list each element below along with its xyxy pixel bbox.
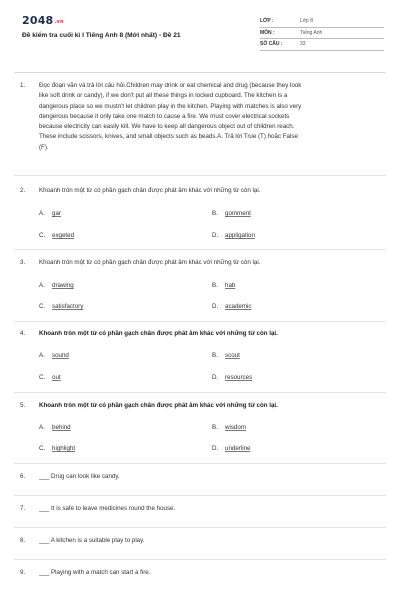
meta-value: Lớp 8 xyxy=(300,18,314,25)
question-divider xyxy=(14,392,386,393)
option-c[interactable] xyxy=(39,302,83,312)
option-label: C. xyxy=(39,374,46,381)
option-d[interactable] xyxy=(212,444,250,454)
option-text: out xyxy=(52,374,61,381)
question-text[interactable]: ___ A kitchen is a suitable play to play. xyxy=(39,537,145,544)
question-4 xyxy=(20,329,380,389)
option-d[interactable] xyxy=(212,302,251,312)
question-text: Khoanh tròn một từ có phần gạch chân được phát âm khác với những từ còn lại. xyxy=(39,187,261,194)
question-number: 2. xyxy=(20,187,26,194)
logo-suffix: .vn xyxy=(54,19,64,25)
meta-row-count xyxy=(260,39,384,51)
question-9 xyxy=(20,568,380,580)
exam-meta-table xyxy=(260,16,384,51)
option-text: scout xyxy=(225,352,240,359)
option-b[interactable] xyxy=(212,423,246,433)
option-text: academic xyxy=(225,303,252,310)
option-label: D. xyxy=(212,445,219,452)
option-text: appligation xyxy=(225,232,255,239)
question-text[interactable]: ___ Drug can look like candy. xyxy=(39,473,120,480)
option-label: C. xyxy=(39,232,46,239)
meta-key: SỐ CÂU : xyxy=(260,41,283,48)
passage-line: (F). xyxy=(39,143,49,151)
meta-row-class xyxy=(260,16,384,28)
passage-line: dangerous place so we mustn't let children play in the kitchen. Playing with matches is also very xyxy=(39,102,302,110)
meta-value: 33 xyxy=(300,41,306,48)
option-d[interactable] xyxy=(212,231,255,241)
option-a[interactable] xyxy=(39,351,69,361)
reading-passage xyxy=(39,81,378,153)
option-text: exgeted xyxy=(52,232,75,239)
page-header xyxy=(14,12,386,64)
option-b[interactable] xyxy=(212,209,251,219)
question-number: 3. xyxy=(20,259,26,266)
passage-line: dengerous because it only take one match to cause a fire. We must cover electrical sockets xyxy=(39,112,290,120)
question-text: Khoanh tròn một từ có phần gạch chân được phát âm khác với những từ còn lại. xyxy=(39,330,278,337)
option-label: A. xyxy=(39,282,45,289)
option-text: drawing xyxy=(52,282,74,289)
option-c[interactable] xyxy=(39,231,74,241)
option-label: B. xyxy=(212,210,218,217)
option-c[interactable] xyxy=(39,444,75,454)
question-number: 6. xyxy=(20,473,26,480)
option-text: satisfactory xyxy=(52,303,84,310)
question-number: 5. xyxy=(20,402,26,409)
option-label: A. xyxy=(39,210,45,217)
option-text: wisdom xyxy=(225,424,246,431)
question-7 xyxy=(20,504,380,516)
question-number: 8. xyxy=(20,537,26,544)
option-text: resources xyxy=(225,374,253,381)
option-text: highlight xyxy=(52,445,76,452)
meta-row-subject xyxy=(260,28,384,40)
option-label: B. xyxy=(212,352,218,359)
question-divider xyxy=(14,495,386,496)
option-text: gomment xyxy=(225,210,251,217)
question-text: Khoanh tròn một từ có phần gạch chân được phát âm khác với những từ còn lại. xyxy=(39,402,278,409)
question-text: Khoanh tròn một từ có phần gạch chân được phát âm khác với những từ còn lại. xyxy=(39,259,261,266)
option-label: C. xyxy=(39,445,46,452)
question-2 xyxy=(20,186,380,246)
option-label: B. xyxy=(212,282,218,289)
meta-key: LỚP : xyxy=(260,18,274,25)
question-divider xyxy=(14,249,386,250)
meta-value: Tiếng Anh xyxy=(300,29,323,36)
question-divider xyxy=(14,463,386,464)
option-text: gar xyxy=(52,210,61,217)
question-divider xyxy=(14,321,386,322)
option-label: C. xyxy=(39,303,46,310)
option-text: behind xyxy=(52,424,71,431)
question-8 xyxy=(20,536,380,548)
question-text[interactable]: ___ Playing with a match can start a fire. xyxy=(39,569,151,576)
option-label: D. xyxy=(212,303,219,310)
question-divider xyxy=(14,527,386,528)
option-text: hab xyxy=(225,282,236,289)
question-divider xyxy=(14,175,386,176)
question-number: 1. xyxy=(20,82,26,89)
option-b[interactable] xyxy=(212,281,235,291)
option-text: underline xyxy=(225,445,251,452)
option-label: D. xyxy=(212,374,219,381)
site-logo[interactable] xyxy=(22,14,64,27)
question-1 xyxy=(20,81,380,165)
question-text[interactable]: ___ It is safe to leave medicines round the house. xyxy=(39,505,176,512)
logo-text: 2048 xyxy=(22,14,54,27)
question-3 xyxy=(20,258,380,318)
option-d[interactable] xyxy=(212,373,252,383)
passage-line: because electricity can easily kill. We have to keep all dangerous object out of children reach. xyxy=(39,123,295,131)
option-a[interactable] xyxy=(39,423,71,433)
exam-title: Đề kiểm tra cuối kì I Tiếng Anh 8 (Mới nhất) - Đề 21 xyxy=(22,32,181,39)
question-divider xyxy=(14,559,386,560)
option-label: B. xyxy=(212,424,218,431)
passage-line: Đọc đoạn văn và trả lời câu hỏi.Children may drink or eat chemical and drug (because they look xyxy=(39,82,302,89)
option-c[interactable] xyxy=(39,373,61,383)
option-label: A. xyxy=(39,352,45,359)
question-6 xyxy=(20,472,380,484)
question-number: 4. xyxy=(20,330,26,337)
passage-line: These include scissors, knives, and small objects such as beads.A. Trả lời True (T) hoặc False xyxy=(39,133,298,141)
option-b[interactable] xyxy=(212,351,240,361)
option-a[interactable] xyxy=(39,209,61,219)
option-label: D. xyxy=(212,232,219,239)
option-a[interactable] xyxy=(39,281,74,291)
question-5 xyxy=(20,401,380,461)
option-label: A. xyxy=(39,424,45,431)
header-divider xyxy=(14,72,386,73)
meta-key: MÔN : xyxy=(260,29,275,36)
question-number: 9. xyxy=(20,569,26,576)
passage-line: like soft drink or candy), if we don't put all these things in locked cupboard. The kitchen is a xyxy=(39,92,288,100)
option-text: sound xyxy=(52,352,69,359)
question-number: 7. xyxy=(20,505,26,512)
